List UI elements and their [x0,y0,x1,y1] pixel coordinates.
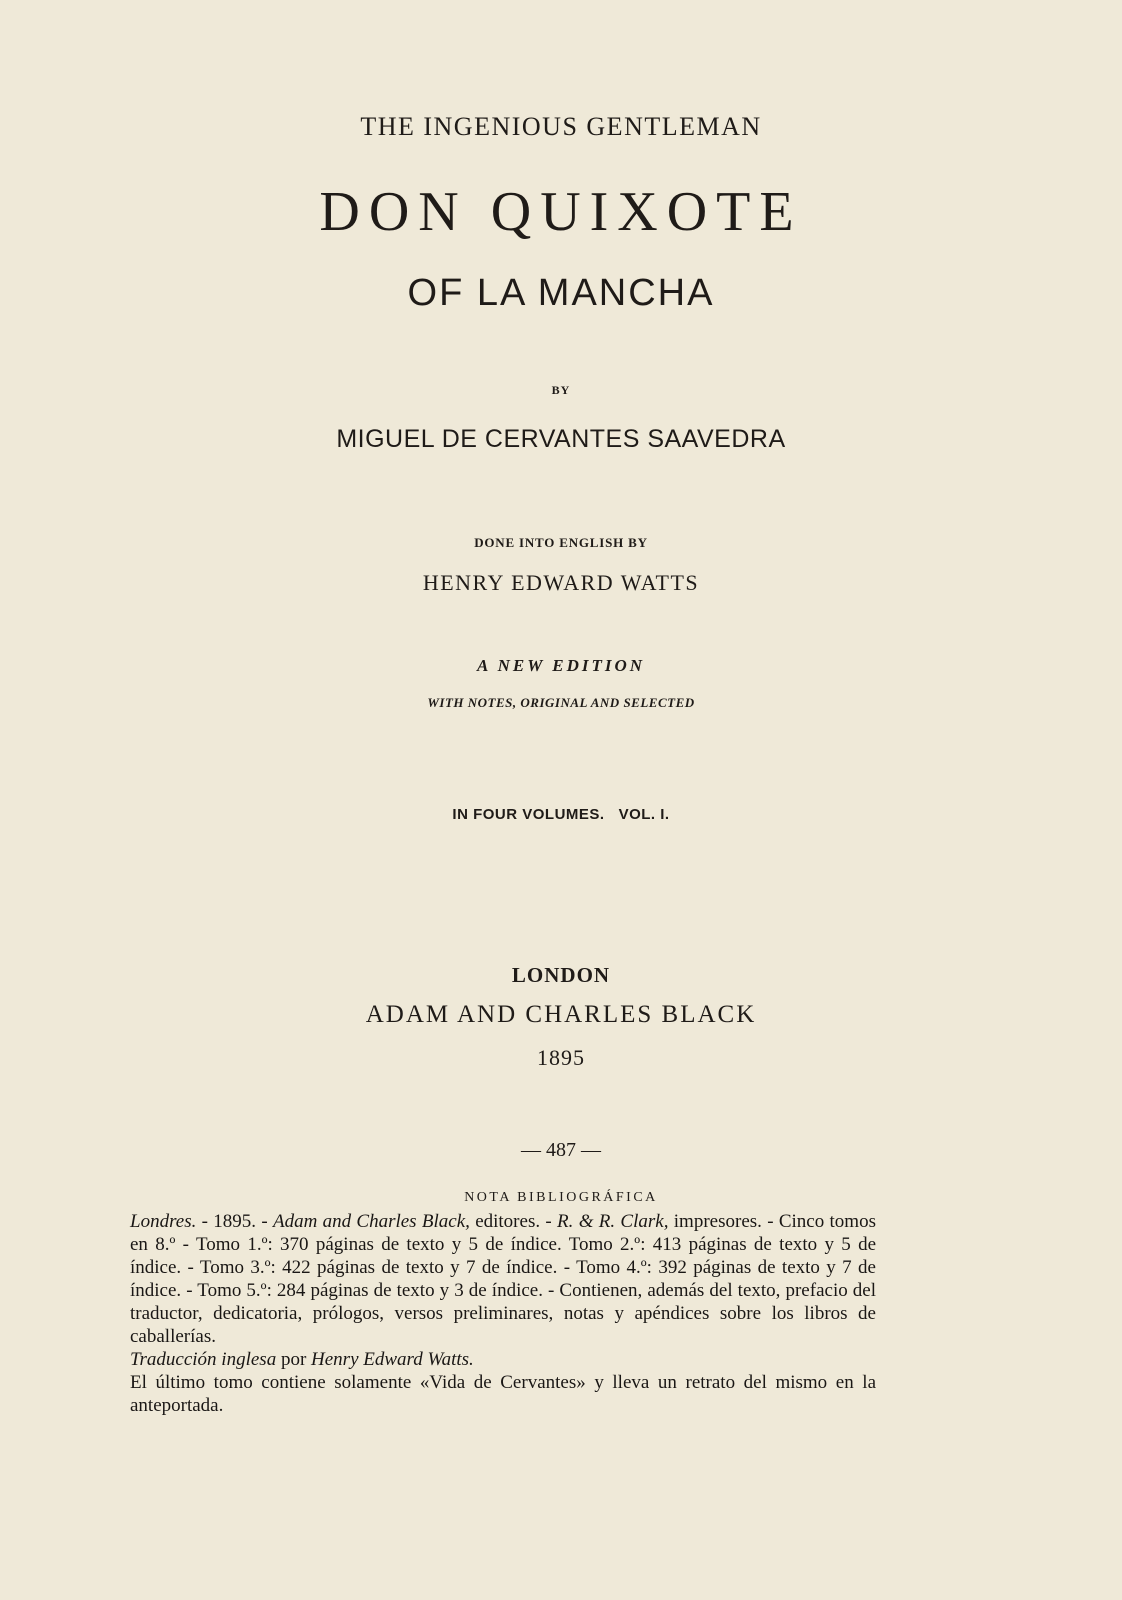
translator-name: HENRY EDWARD WATTS [422,570,700,595]
imprint-publisher: ADAM AND CHARLES BLACK [365,1001,757,1028]
by-label: BY [551,383,571,397]
book-title: DON QUIXOTE [319,181,803,243]
note-translation-label: Traducción inglesa [130,1349,277,1370]
page-number: — 487 — [521,1139,601,1161]
volumes-line: IN FOUR VOLUMES. VOL. I. [452,806,670,823]
note-description: impresores. - Cinco tomos en 8.º - Tomo 1.º: 370 páginas de texto y 5 de índice. Tomo 2.º: 413 páginas de texto y 5 de índice. - Tomo 3.º: 422 páginas de texto y 7 de índice. - Tomo 4.º: 392 páginas de texto y 7 de índice. - Tomo 5.º: 284 páginas de texto y 3 de índice. - Contienen, además del texto, prefacio del traductor, dedicatoria, prólogos, versos preliminares, notas y apéndices sobre los libros de caballerías. [130,1211,876,1347]
title-line-ingenious-gentleman: THE INGENIOUS GENTLEMAN [360,112,762,141]
edition-note: WITH NOTES, ORIGINAL AND SELECTED [427,695,695,710]
note-paragraph-translation [130,1348,876,1371]
imprint-city: LONDON [511,963,611,987]
translated-by-label: DONE INTO ENGLISH BY [474,535,648,550]
note-editores: editores. - [469,1211,558,1232]
author-name: MIGUEL DE CERVANTES SAAVEDRA [336,425,786,453]
note-city: Londres. [130,1211,197,1232]
note-por: por [276,1349,312,1370]
note-paragraph-last-volume: El último tomo contiene solamente «Vida de Cervantes» y lleva un retrato del mismo en la anteportada. [130,1372,876,1416]
title-line-of-la-mancha: OF LA MANCHA [407,272,715,314]
bibliographic-note [130,1210,876,1417]
edition-label: A NEW EDITION [476,656,646,675]
imprint-year: 1895 [537,1045,585,1070]
note-paragraph-edition [130,1210,876,1348]
bibliographic-note-heading: NOTA BIBLIOGRÁFICA [464,1190,658,1205]
note-translator: Henry Edward Watts. [311,1349,474,1370]
note-publisher: Adam and Charles Black, [272,1211,470,1232]
note-year: - 1895. - [196,1211,273,1232]
note-printer: R. & R. Clark, [557,1211,669,1232]
